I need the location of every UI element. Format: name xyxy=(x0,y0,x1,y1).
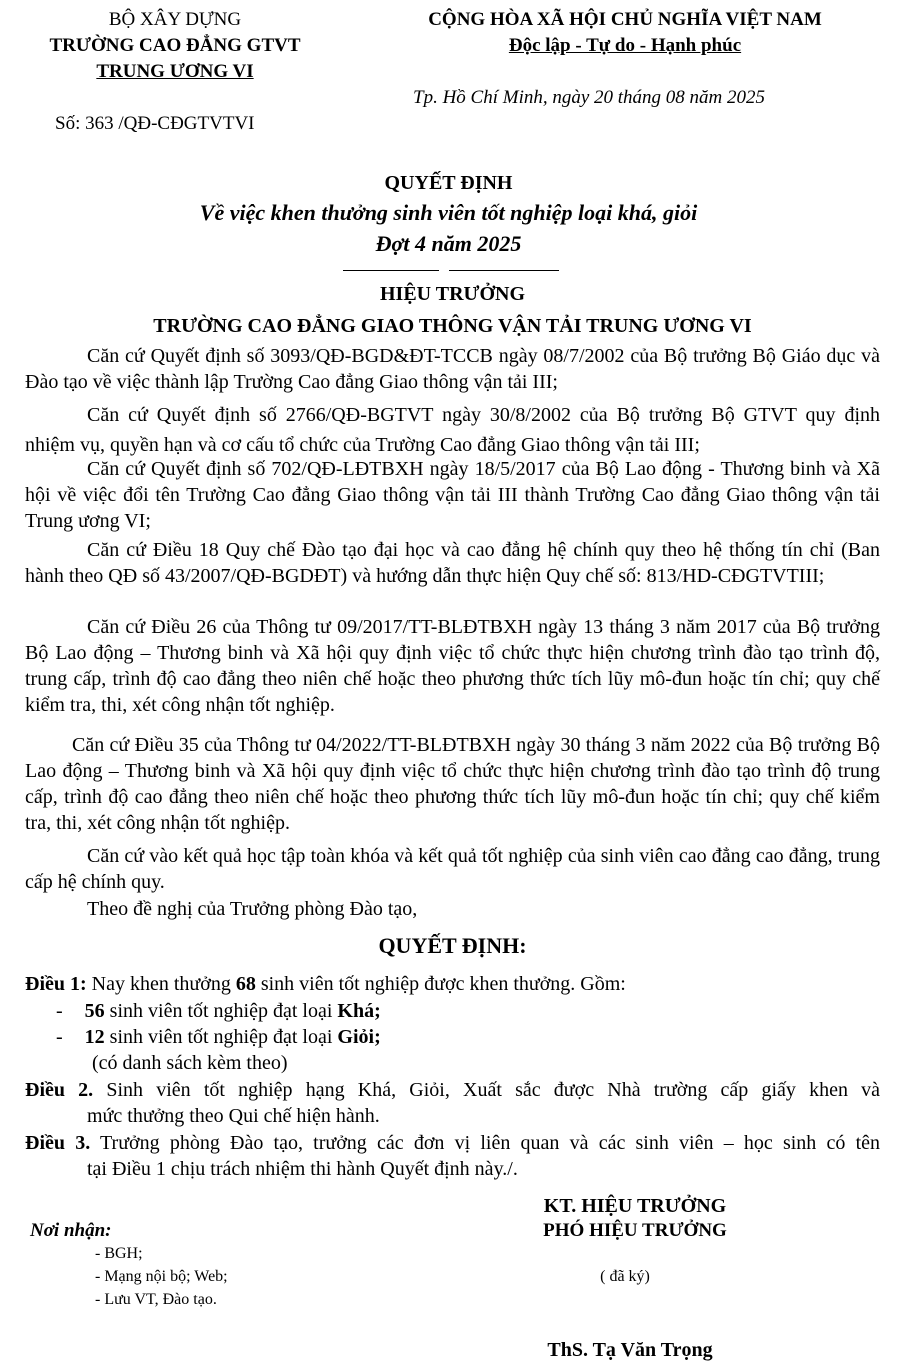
article-1-item-giỏi xyxy=(56,1024,381,1050)
item-grade: Khá; xyxy=(337,1000,381,1022)
signer-name: ThS. Tạ Văn Trọng xyxy=(547,1339,713,1361)
article-1-note: (có danh sách kèm theo) xyxy=(92,1052,288,1074)
item-text: sinh viên tốt nghiệp đạt loại xyxy=(109,1026,333,1048)
signature-title-1: KT. HIỆU TRƯỞNG xyxy=(543,1195,727,1217)
recipient-item: - BGH; xyxy=(95,1245,143,1262)
article-3-line2: tại Điều 1 chịu trách nhiệm thi hành Quyết định này./. xyxy=(87,1158,518,1180)
dash: - xyxy=(56,1000,63,1022)
item-count: 12 xyxy=(84,1026,105,1048)
school-name-line2-text: TRUNG ƯƠNG VI xyxy=(96,61,254,82)
article-1-label: Điều 1: xyxy=(25,973,87,995)
legal-basis-8: Theo đề nghị của Trưởng phòng Đào tạo, xyxy=(87,898,418,920)
document-type: QUYẾT ĐỊNH xyxy=(384,172,513,194)
signed-note: ( đã ký) xyxy=(600,1268,650,1285)
article-1-text-before: Nay khen thưởng xyxy=(91,973,231,995)
item-count: 56 xyxy=(84,1000,105,1022)
legal-basis-1: Căn cứ Quyết định số 3093/QĐ-BGD&ĐT-TCCB ngày 08/7/2002 của Bộ trưởng Bộ Giáo dục và Đào tạo về việc thành lập Trường Cao đẳng Giao thông vận tải III; xyxy=(25,345,880,393)
article-2-line1: Sinh viên tốt nghiệp hạng Khá, Giỏi, Xuất sắc được Nhà trường cấp giấy khen và xyxy=(106,1079,881,1101)
legal-basis-2: Căn cứ Quyết định số 2766/QĐ-BGTVT ngày 30/8/2002 của Bộ trưởng Bộ GTVT quy định nhiệm vụ, quyền hạn và cơ cấu tổ chức của Trường Cao đẳng Giao thông vận tải III; xyxy=(25,404,880,456)
dash: - xyxy=(56,1026,63,1048)
authority-title: HIỆU TRƯỞNG xyxy=(379,283,526,305)
article-1-text-after: sinh viên tốt nghiệp được khen thưởng. Gồm: xyxy=(260,973,626,995)
article-3-label: Điều 3. xyxy=(25,1132,91,1154)
item-text: sinh viên tốt nghiệp đạt loại xyxy=(109,1000,333,1022)
legal-basis-7: Căn cứ vào kết quả học tập toàn khóa và kết quả tốt nghiệp của sinh viên cao đẳng cao đẳng, trung cấp hệ chính quy. xyxy=(25,845,880,893)
motto-text: Độc lập - Tự do - Hạnh phúc xyxy=(508,35,742,56)
school-name-line1: TRƯỜNG CAO ĐẲNG GTVT xyxy=(49,35,301,56)
title-divider-right xyxy=(449,270,559,271)
title-divider-left xyxy=(343,270,439,271)
article-2 xyxy=(25,1077,880,1103)
document-number: Số: 363 /QĐ-CĐGTVTVI xyxy=(55,113,255,134)
article-2-line2: mức thưởng theo Qui chế hiện hành. xyxy=(87,1105,380,1127)
article-3-line1: Trưởng phòng Đào tạo, trưởng các đơn vị liên quan và các sinh viên – học sinh có tên xyxy=(100,1132,881,1154)
place-date: Tp. Hồ Chí Minh, ngày 20 tháng 08 năm 2025 xyxy=(413,87,766,108)
legal-basis-3: Căn cứ Quyết định số 702/QĐ-LĐTBXH ngày 18/5/2017 của Bộ Lao động - Thương binh và Xã hội về việc đổi tên Trường Cao đẳng Giao thông vận tải III thành Trường Cao đẳng Giao thông vận tải Trung ương VI; xyxy=(25,458,880,532)
recipient-item: - Mạng nội bộ; Web; xyxy=(95,1268,228,1285)
ministry-name: BỘ XÂY DỰNG xyxy=(108,9,242,30)
motto xyxy=(380,34,870,58)
school-name-line2 xyxy=(25,60,325,84)
article-1-item-khá xyxy=(56,998,381,1024)
nation-name: CỘNG HÒA XÃ HỘI CHỦ NGHĨA VIỆT NAM xyxy=(428,9,822,30)
document-subject: Về việc khen thưởng sinh viên tốt nghiệp loại khá, giỏi xyxy=(199,200,698,225)
article-3 xyxy=(25,1130,880,1156)
article-1-total: 68 xyxy=(235,973,256,995)
legal-basis-4: Căn cứ Điều 18 Quy chế Đào tạo đại học và cao đẳng hệ chính quy theo hệ thống tín chỉ (Ban hành theo QĐ số 43/2007/QĐ-BGDĐT) và hướng dẫn thực hiện Quy chế số: 813/HD-CĐGTVTIII; xyxy=(25,539,880,587)
signature-title-2: PHÓ HIỆU TRƯỞNG xyxy=(543,1220,727,1241)
article-2-label: Điều 2. xyxy=(25,1079,94,1101)
article-1 xyxy=(25,971,626,997)
legal-basis-5: Căn cứ Điều 26 của Thông tư 09/2017/TT-BLĐTBXH ngày 13 tháng 3 năm 2017 của Bộ trưởng Bộ Lao động – Thương binh và Xã hội quy định việc tổ chức thực hiện chương trình đào tạo trình độ, trung cấp, trình độ cao đẳng theo niên chế hoặc theo phương thức tích lũy mô-đun hoặc tín chỉ; quy chế kiểm tra, thi, xét công nhận tốt nghiệp. xyxy=(25,616,880,716)
recipient-item: - Lưu VT, Đào tạo. xyxy=(95,1291,217,1308)
decision-heading: QUYẾT ĐỊNH: xyxy=(378,933,527,958)
item-grade: Giỏi; xyxy=(337,1026,381,1048)
authority-school: TRƯỜNG CAO ĐẲNG GIAO THÔNG VẬN TẢI TRUNG ƯƠNG VI xyxy=(153,315,752,337)
legal-basis-6: Căn cứ Điều 35 của Thông tư 04/2022/TT-BLĐTBXH ngày 30 tháng 3 năm 2022 của Bộ trưởng Bộ Lao động – Thương binh và Xã hội quy định việc tổ chức thực hiện chương trình đào tạo trình độ trung cấp, trình độ cao đẳng theo niên chế hoặc theo phương thức tích lũy mô-đun hoặc tín chỉ; quy chế kiểm tra, thi, xét công nhận tốt nghiệp. xyxy=(25,734,880,834)
document-batch: Đợt 4 năm 2025 xyxy=(375,231,522,256)
recipients-label: Nơi nhận: xyxy=(30,1220,112,1241)
